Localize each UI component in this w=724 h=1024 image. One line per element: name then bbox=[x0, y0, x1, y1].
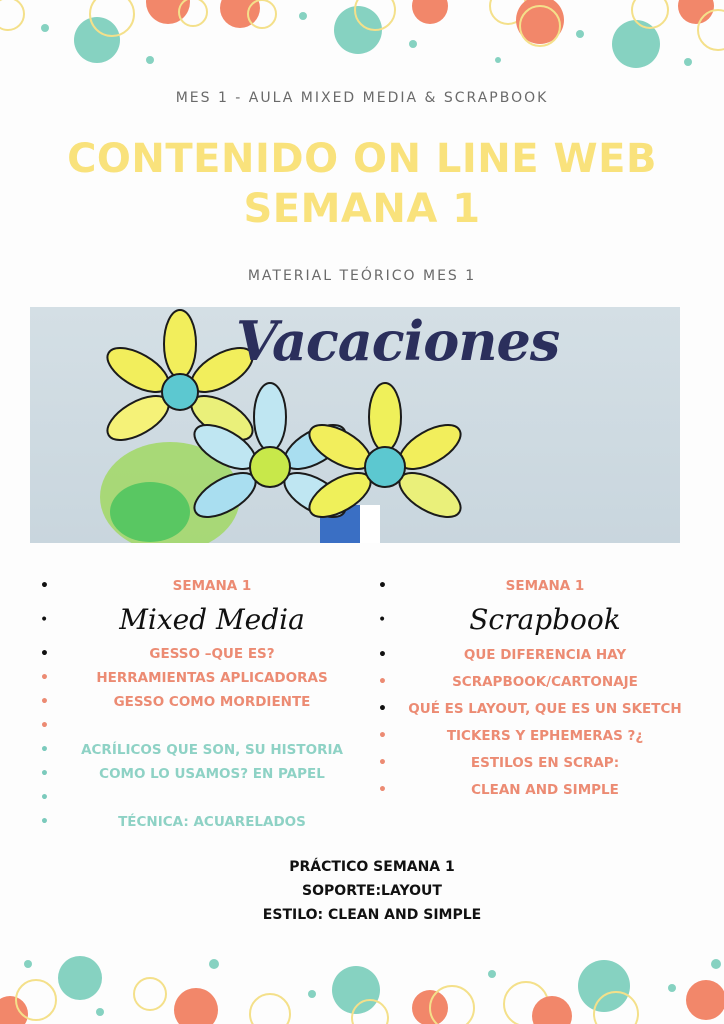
practice-line-2: SOPORTE:LAYOUT bbox=[302, 883, 442, 899]
practice-line-3: ESTILO: CLEAN AND SIMPLE bbox=[262, 907, 482, 923]
mixed-media-heading: • Mixed Media bbox=[40, 598, 370, 642]
scrapbook-week: • SEMANA 1 bbox=[378, 574, 698, 598]
list-item: • GESSO –QUE ES? bbox=[40, 642, 370, 666]
list-item-empty bbox=[40, 714, 370, 738]
list-item: • GESSO COMO MORDIENTE bbox=[40, 690, 370, 714]
list-item: • SCRAPBOOK/CARTONAJE bbox=[378, 669, 698, 696]
photo-vacaciones-lettering: Vacaciones bbox=[236, 309, 560, 373]
list-item: • QUE DIFERENCIA HAY bbox=[378, 642, 698, 669]
title-line-2: SEMANA 1 bbox=[243, 186, 481, 232]
list-item: • CLEAN AND SIMPLE bbox=[378, 777, 698, 804]
mixed-media-week: • SEMANA 1 bbox=[40, 574, 370, 598]
bottom-dots-decoration bbox=[0, 934, 724, 1024]
list-item: • TÉCNICA: ACUARELADOS bbox=[40, 810, 370, 834]
list-item: • QUÉ ES LAYOUT, QUE ES UN SKETCH bbox=[378, 696, 698, 723]
list-item: • ACRÍLICOS QUE SON, SU HISTORIA bbox=[40, 738, 370, 762]
list-item: • COMO LO USAMOS? EN PAPEL bbox=[40, 762, 370, 786]
scrapbook-heading: • Scrapbook bbox=[378, 598, 698, 642]
title-line-1: CONTENIDO ON LINE WEB bbox=[67, 136, 657, 182]
practice-line-1: PRÁCTICO SEMANA 1 bbox=[289, 859, 455, 875]
list-item: • HERRAMIENTAS APLICADORAS bbox=[40, 666, 370, 690]
list-item-empty bbox=[40, 786, 370, 810]
cover-photo bbox=[30, 307, 680, 543]
list-item: • TICKERS Y EPHEMERAS ?¿ bbox=[378, 723, 698, 750]
page-subtitle: MATERIAL TEÓRICO MES 1 bbox=[247, 268, 477, 284]
top-dots-decoration bbox=[0, 0, 724, 90]
course-kicker: MES 1 - AULA MIXED MEDIA & SCRAPBOOK bbox=[175, 90, 549, 106]
scrapbook-list bbox=[378, 574, 698, 804]
list-item: • ESTILOS EN SCRAP: bbox=[378, 750, 698, 777]
practice-block bbox=[0, 855, 724, 927]
page-title bbox=[0, 134, 724, 234]
mixed-media-column bbox=[40, 574, 370, 834]
mixed-media-list bbox=[40, 574, 370, 834]
scrapbook-column bbox=[378, 574, 698, 804]
